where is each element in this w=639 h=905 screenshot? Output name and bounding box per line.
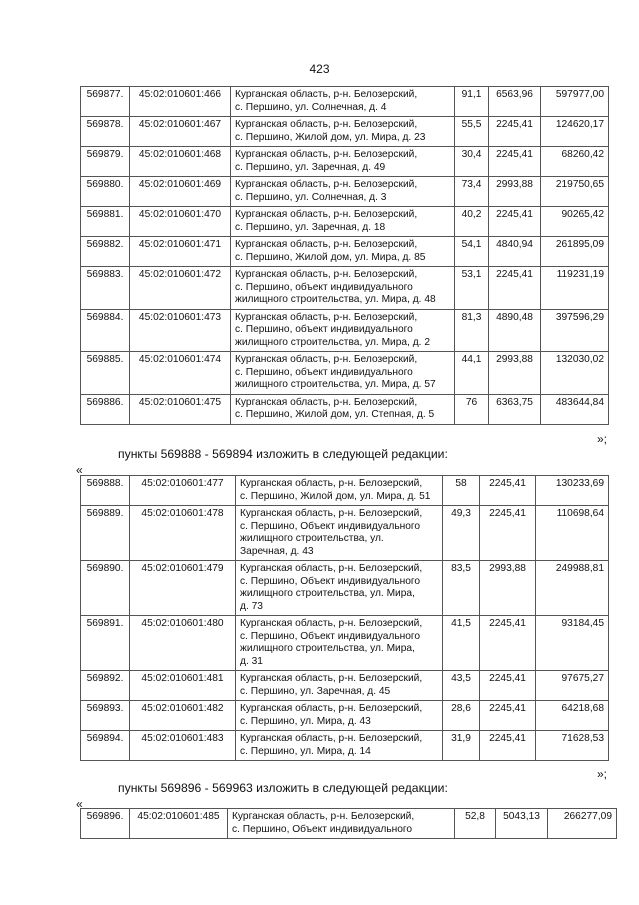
record-number: 569883. bbox=[81, 267, 130, 310]
table-row bbox=[81, 117, 609, 147]
opening-quote: « bbox=[76, 463, 83, 477]
address-line: с. Першино, Жилой дом, ул. Мира, д. 51 bbox=[240, 490, 431, 502]
cadastral-value: 90265,42 bbox=[541, 207, 609, 237]
property-table-2 bbox=[80, 475, 609, 761]
cadastral-value: 71628,53 bbox=[536, 731, 609, 761]
address-line: с. Першино, Объект индивидуального bbox=[240, 520, 421, 532]
address-line: жилищного строительства, ул. Мира, д. 57 bbox=[235, 379, 436, 390]
record-number: 569882. bbox=[81, 237, 130, 267]
unit-price: 2245,41 bbox=[480, 731, 536, 761]
address-line: с. Першино, Объект индивидуального bbox=[232, 823, 413, 835]
address-line: Курганская область, р-н. Белозерский, bbox=[235, 119, 418, 130]
address-line: Заречная, д. 43 bbox=[240, 545, 314, 557]
area-value: 40,2 bbox=[455, 207, 489, 237]
unit-price: 2245,41 bbox=[480, 506, 536, 561]
address-line: с. Першино, ул. Солнечная, д. 3 bbox=[235, 191, 387, 203]
area-value: 91,1 bbox=[455, 87, 489, 117]
record-number: 569891. bbox=[81, 616, 130, 671]
record-number: 569879. bbox=[81, 147, 130, 177]
address bbox=[236, 506, 443, 561]
table-row bbox=[81, 177, 609, 207]
property-table-1 bbox=[80, 86, 609, 425]
cadastral-number: 45:02:010601:475 bbox=[130, 394, 231, 424]
closing-quote: »; bbox=[597, 767, 608, 781]
cadastral-number: 45:02:010601:466 bbox=[130, 87, 231, 117]
cadastral-value: 97675,27 bbox=[536, 671, 609, 701]
address-line: с. Першино, Объект индивидуального bbox=[240, 575, 421, 587]
record-number: 569877. bbox=[81, 87, 130, 117]
cadastral-value: 132030,02 bbox=[541, 352, 609, 395]
cadastral-value: 249988,81 bbox=[536, 561, 609, 616]
page-number: 423 bbox=[309, 62, 330, 76]
area-value: 83,5 bbox=[443, 561, 480, 616]
unit-price: 2245,41 bbox=[489, 117, 541, 147]
unit-price: 4840,94 bbox=[489, 237, 541, 267]
cadastral-number: 45:02:010601:477 bbox=[130, 476, 236, 506]
record-number: 569889. bbox=[81, 506, 130, 561]
table-row bbox=[81, 147, 609, 177]
cadastral-number: 45:02:010601:483 bbox=[130, 731, 236, 761]
address-line: Курганская область, р-н. Белозерский, bbox=[235, 311, 418, 323]
address bbox=[231, 87, 455, 117]
unit-price: 2993,88 bbox=[489, 177, 541, 207]
address bbox=[231, 309, 455, 352]
table-row bbox=[81, 731, 609, 761]
address-line: с. Першино, Жилой дом, ул. Степная, д. 5 bbox=[235, 409, 435, 420]
cadastral-number: 45:02:010601:469 bbox=[130, 177, 231, 207]
address-line: д. 73 bbox=[240, 600, 263, 612]
address-line: Курганская область, р-н. Белозерский, bbox=[235, 149, 418, 160]
address-line: Курганская область, р-н. Белозерский, bbox=[240, 673, 423, 684]
address-line: Курганская область, р-н. Белозерский, bbox=[240, 703, 423, 714]
unit-price: 2245,41 bbox=[480, 616, 536, 671]
unit-price: 5043,13 bbox=[496, 809, 548, 839]
record-number: 569878. bbox=[81, 117, 130, 147]
table-row bbox=[81, 671, 609, 701]
address-line: с. Першино, объект индивидуального bbox=[235, 324, 413, 335]
area-value: 43,5 bbox=[443, 671, 480, 701]
address bbox=[236, 731, 443, 761]
record-number: 569885. bbox=[81, 352, 130, 395]
unit-price: 2245,41 bbox=[480, 476, 536, 506]
area-value: 81,3 bbox=[455, 309, 489, 352]
unit-price: 2245,41 bbox=[489, 267, 541, 310]
cadastral-value: 130233,69 bbox=[536, 476, 609, 506]
area-value: 49,3 bbox=[443, 506, 480, 561]
address-line: с. Першино, ул. Заречная, д. 49 bbox=[235, 161, 386, 173]
record-number: 569896. bbox=[81, 809, 130, 839]
address bbox=[231, 117, 455, 147]
table-row bbox=[81, 506, 609, 561]
address-line: Курганская область, р-н. Белозерский, bbox=[235, 179, 418, 190]
address-line: с. Першино, ул. Заречная, д. 45 bbox=[240, 685, 391, 697]
unit-price: 2993,88 bbox=[489, 352, 541, 395]
address-line: Курганская область, р-н. Белозерский, bbox=[235, 239, 418, 250]
record-number: 569893. bbox=[81, 701, 130, 731]
address bbox=[236, 561, 443, 616]
area-value: 55,5 bbox=[455, 117, 489, 147]
address-line: Курганская область, р-н. Белозерский, bbox=[235, 354, 418, 365]
address-line: Курганская область, р-н. Белозерский, bbox=[240, 478, 423, 489]
address-line: с. Першино, Жилой дом, ул. Мира, д. 85 bbox=[235, 251, 426, 263]
table-row bbox=[81, 701, 609, 731]
amendment-instruction: пункты 569888 - 569894 изложить в следующей редакции: bbox=[118, 447, 448, 461]
address bbox=[236, 701, 443, 731]
address-line: Курганская область, р-н. Белозерский, bbox=[240, 733, 423, 744]
record-number: 569880. bbox=[81, 177, 130, 207]
address bbox=[231, 207, 455, 237]
unit-price: 2245,41 bbox=[489, 147, 541, 177]
table-row bbox=[81, 237, 609, 267]
address-line: Курганская область, р-н. Белозерский, bbox=[235, 396, 418, 408]
cadastral-number: 45:02:010601:470 bbox=[130, 207, 231, 237]
table-row bbox=[81, 352, 609, 395]
area-value: 41,5 bbox=[443, 616, 480, 671]
cadastral-number: 45:02:010601:480 bbox=[130, 616, 236, 671]
record-number: 569884. bbox=[81, 309, 130, 352]
address-line: жилищного строительства, ул. Мира, bbox=[240, 643, 415, 654]
area-value: 73,4 bbox=[455, 177, 489, 207]
unit-price: 2245,41 bbox=[480, 701, 536, 731]
cadastral-value: 93184,45 bbox=[536, 616, 609, 671]
table-row bbox=[81, 87, 609, 117]
cadastral-number: 45:02:010601:481 bbox=[130, 671, 236, 701]
cadastral-value: 64218,68 bbox=[536, 701, 609, 731]
address-line: жилищного строительства, ул. bbox=[240, 533, 384, 544]
cadastral-value: 483644,84 bbox=[541, 394, 609, 424]
address bbox=[231, 237, 455, 267]
unit-price: 2993,88 bbox=[480, 561, 536, 616]
address-line: с. Першино, ул. Мира, д. 43 bbox=[240, 715, 371, 727]
cadastral-value: 110698,64 bbox=[536, 506, 609, 561]
cadastral-value: 124620,17 bbox=[541, 117, 609, 147]
address-line: Курганская область, р-н. Белозерский, bbox=[240, 618, 423, 629]
record-number: 569890. bbox=[81, 561, 130, 616]
cadastral-number: 45:02:010601:478 bbox=[130, 506, 236, 561]
cadastral-value: 261895,09 bbox=[541, 237, 609, 267]
unit-price: 2245,41 bbox=[480, 671, 536, 701]
address bbox=[236, 476, 443, 506]
address bbox=[231, 177, 455, 207]
address-line: Курганская область, р-н. Белозерский, bbox=[240, 563, 423, 574]
table-row bbox=[81, 561, 609, 616]
area-value: 54,1 bbox=[455, 237, 489, 267]
address-line: жилищного строительства, ул. Мира, bbox=[240, 588, 415, 599]
area-value: 31,9 bbox=[443, 731, 480, 761]
address-line: Курганская область, р-н. Белозерский, bbox=[235, 269, 418, 280]
table-row bbox=[81, 267, 609, 310]
address-line: с. Першино, объект индивидуального bbox=[235, 281, 413, 293]
address bbox=[231, 147, 455, 177]
table-row bbox=[81, 309, 609, 352]
area-value: 76 bbox=[455, 394, 489, 424]
area-value: 28,6 bbox=[443, 701, 480, 731]
record-number: 569888. bbox=[81, 476, 130, 506]
address bbox=[228, 809, 455, 839]
cadastral-number: 45:02:010601:468 bbox=[130, 147, 231, 177]
address-line: с. Першино, ул. Солнечная, д. 4 bbox=[235, 101, 387, 113]
unit-price: 4890,48 bbox=[489, 309, 541, 352]
cadastral-number: 45:02:010601:479 bbox=[130, 561, 236, 616]
address bbox=[231, 267, 455, 310]
area-value: 52,8 bbox=[455, 809, 496, 839]
area-value: 58 bbox=[443, 476, 480, 506]
cadastral-number: 45:02:010601:471 bbox=[130, 237, 231, 267]
address-line: жилищного строительства, ул. Мира, д. 48 bbox=[235, 294, 436, 305]
unit-price: 2245,41 bbox=[489, 207, 541, 237]
address-line: с. Першино, объект индивидуального bbox=[235, 366, 413, 378]
cadastral-number: 45:02:010601:473 bbox=[130, 309, 231, 352]
address-line: с. Першино, Объект индивидуального bbox=[240, 630, 421, 642]
area-value: 30,4 bbox=[455, 147, 489, 177]
table-row bbox=[81, 809, 617, 839]
cadastral-value: 219750,65 bbox=[541, 177, 609, 207]
record-number: 569894. bbox=[81, 731, 130, 761]
property-table-3 bbox=[80, 808, 617, 839]
address bbox=[236, 616, 443, 671]
area-value: 44,1 bbox=[455, 352, 489, 395]
amendment-instruction: пункты 569896 - 569963 изложить в следующей редакции: bbox=[118, 781, 448, 795]
address-line: с. Першино, Жилой дом, ул. Мира, д. 23 bbox=[235, 131, 426, 143]
address-line: с. Першино, ул. Заречная, д. 18 bbox=[235, 221, 386, 233]
record-number: 569892. bbox=[81, 671, 130, 701]
address bbox=[231, 352, 455, 395]
cadastral-value: 397596,29 bbox=[541, 309, 609, 352]
unit-price: 6563,96 bbox=[489, 87, 541, 117]
table-row bbox=[81, 207, 609, 237]
table-row bbox=[81, 476, 609, 506]
cadastral-number: 45:02:010601:474 bbox=[130, 352, 231, 395]
address-line: д. 31 bbox=[240, 655, 263, 667]
address-line: Курганская область, р-н. Белозерский, bbox=[240, 508, 423, 519]
unit-price: 6363,75 bbox=[489, 394, 541, 424]
opening-quote: « bbox=[76, 797, 83, 811]
address-line: Курганская область, р-н. Белозерский, bbox=[232, 811, 415, 822]
cadastral-value: 597977,00 bbox=[541, 87, 609, 117]
table-row bbox=[81, 616, 609, 671]
cadastral-number: 45:02:010601:485 bbox=[130, 809, 228, 839]
record-number: 569886. bbox=[81, 394, 130, 424]
area-value: 53,1 bbox=[455, 267, 489, 310]
address-line: жилищного строительства, ул. Мира, д. 2 bbox=[235, 336, 431, 348]
record-number: 569881. bbox=[81, 207, 130, 237]
table-row bbox=[81, 394, 609, 424]
address-line: Курганская область, р-н. Белозерский, bbox=[235, 89, 418, 100]
cadastral-number: 45:02:010601:482 bbox=[130, 701, 236, 731]
address bbox=[231, 394, 455, 424]
closing-quote: »; bbox=[597, 432, 608, 446]
cadastral-value: 266277,09 bbox=[548, 809, 617, 839]
cadastral-number: 45:02:010601:467 bbox=[130, 117, 231, 147]
cadastral-number: 45:02:010601:472 bbox=[130, 267, 231, 310]
address bbox=[236, 671, 443, 701]
cadastral-value: 119231,19 bbox=[541, 267, 609, 310]
cadastral-value: 68260,42 bbox=[541, 147, 609, 177]
address-line: с. Першино, ул. Мира, д. 14 bbox=[240, 745, 371, 757]
address-line: Курганская область, р-н. Белозерский, bbox=[235, 209, 418, 220]
